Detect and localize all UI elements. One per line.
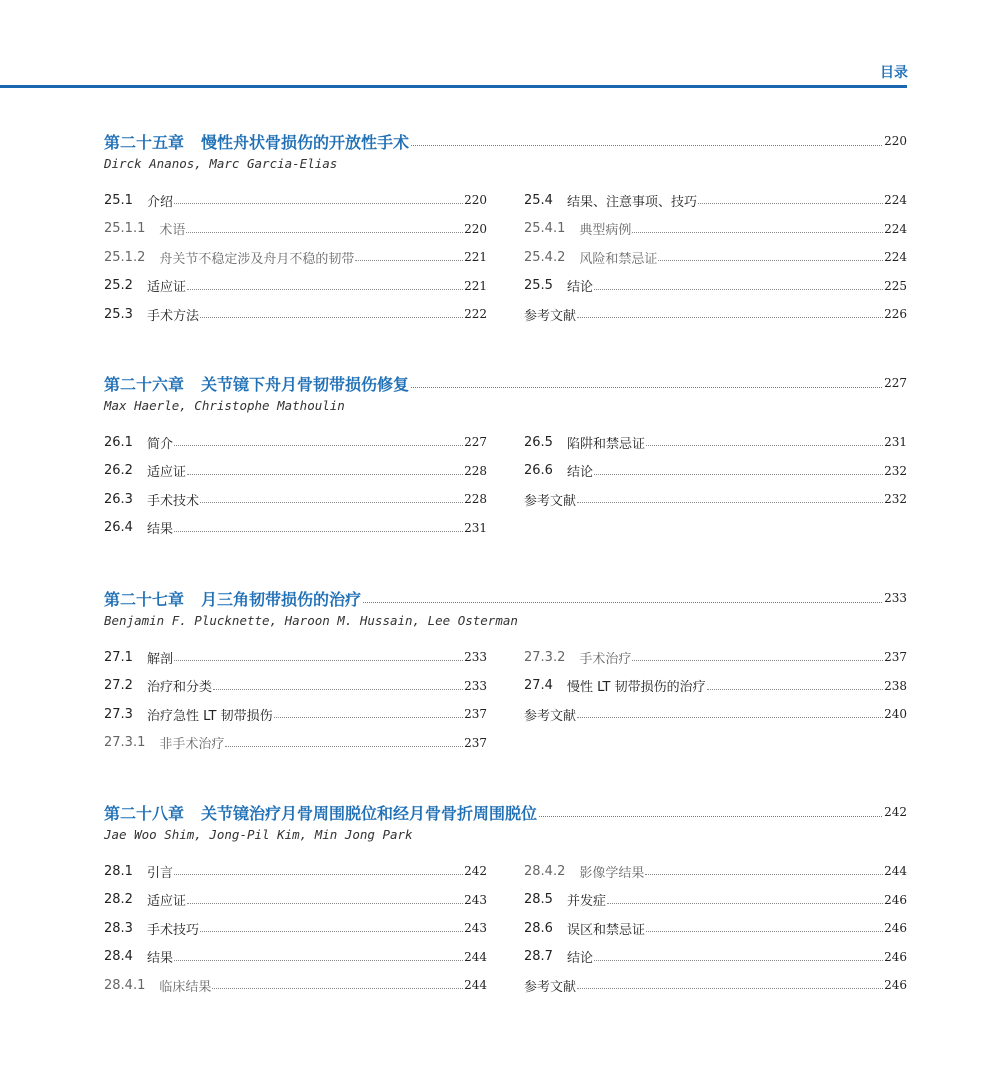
chapter-block	[104, 130, 907, 324]
toc-entry[interactable]	[104, 272, 487, 301]
section-number: 28.2	[104, 892, 133, 908]
section-page: 243	[464, 921, 487, 936]
section-page: 231	[884, 435, 907, 450]
section-number: 28.4.1	[104, 977, 146, 993]
section-title: 适应证	[146, 280, 186, 296]
section-title: 治疗和分类	[146, 680, 212, 696]
leader-dots	[174, 959, 463, 961]
section-title: 手术技术	[146, 493, 199, 509]
chapter-heading[interactable]	[104, 372, 907, 394]
toc-entry[interactable]	[524, 971, 907, 1000]
section-number: 26.5	[524, 434, 553, 450]
section-number: 25.1.2	[104, 249, 146, 265]
section-page: 244	[464, 949, 487, 964]
section-page: 246	[884, 949, 907, 964]
section-number: 26.2	[104, 463, 133, 479]
header-rule	[0, 85, 907, 88]
chapter-number: 第二十八章	[104, 803, 185, 823]
section-page: 227	[464, 435, 487, 450]
section-title: 临床结果	[159, 979, 212, 995]
toc-entry[interactable]	[104, 514, 487, 543]
section-number: 28.7	[524, 949, 553, 965]
toc-entry[interactable]	[524, 243, 907, 272]
section-number: 28.3	[104, 920, 133, 936]
leader-dots	[411, 386, 882, 388]
toc-entry[interactable]	[104, 485, 487, 514]
leader-dots	[174, 202, 463, 204]
left-column	[104, 186, 487, 329]
section-page: 246	[884, 978, 907, 993]
left-column	[104, 857, 487, 1000]
section-number: 28.4	[104, 949, 133, 965]
chapter-title-text: 关节镜治疗月骨周围脱位和经月骨骨折周围脱位	[201, 803, 538, 823]
section-number: 28.4.2	[524, 863, 566, 879]
section-page: 232	[884, 463, 907, 478]
section-page: 233	[464, 650, 487, 665]
section-title: 结论	[566, 465, 593, 481]
section-title: 结果	[146, 951, 173, 967]
section-title: 介绍	[146, 194, 173, 210]
section-title: 舟关节不稳定涉及舟月不稳的韧带	[159, 251, 355, 267]
section-page: 224	[884, 193, 907, 208]
references-title: 参考文献	[524, 708, 577, 724]
references-title: 参考文献	[524, 979, 577, 995]
toc-entry[interactable]	[104, 643, 487, 672]
chapter-title-text: 月三角韧带损伤的治疗	[201, 589, 362, 609]
section-number: 27.2	[104, 678, 133, 694]
section-title: 引言	[146, 865, 173, 881]
section-number: 25.4	[524, 192, 553, 208]
leader-dots	[698, 202, 883, 204]
leader-dots	[607, 902, 883, 904]
section-page: 220	[464, 221, 487, 236]
leader-dots	[577, 316, 883, 318]
section-title: 误区和禁忌证	[566, 922, 645, 938]
section-page: 237	[464, 707, 487, 722]
section-page: 228	[464, 463, 487, 478]
section-page: 240	[884, 707, 907, 722]
leader-dots	[186, 231, 463, 233]
chapter-heading[interactable]	[104, 130, 907, 152]
section-title: 治疗急性 LT 韧带损伤	[146, 708, 273, 724]
chapter-title	[104, 130, 409, 153]
section-page: 242	[464, 864, 487, 879]
chapter-title-text: 慢性舟状骨损伤的开放性手术	[201, 132, 410, 152]
toc-entry[interactable]	[104, 943, 487, 972]
section-page: 246	[884, 921, 907, 936]
toc-entry[interactable]	[524, 672, 907, 701]
section-number: 27.3.1	[104, 735, 146, 751]
section-title: 手术技巧	[146, 922, 199, 938]
chapter-heading[interactable]	[104, 801, 907, 823]
section-page: 222	[464, 307, 487, 322]
toc-entry[interactable]	[524, 428, 907, 457]
toc-entry[interactable]	[104, 672, 487, 701]
chapter-page: 233	[884, 591, 907, 605]
section-title: 简介	[146, 436, 173, 452]
toc-entry[interactable]	[104, 886, 487, 915]
section-page: 228	[464, 492, 487, 507]
toc-entry[interactable]	[104, 700, 487, 729]
leader-dots	[646, 444, 883, 446]
section-page: 237	[464, 735, 487, 750]
section-title: 慢性 LT 韧带损伤的治疗	[566, 680, 706, 696]
leader-dots	[594, 288, 883, 290]
leader-dots	[645, 873, 883, 875]
section-page: 221	[464, 250, 487, 265]
toc-entry[interactable]	[104, 857, 487, 886]
leader-dots	[707, 688, 883, 690]
section-title: 手术治疗	[579, 651, 632, 667]
chapter-block	[104, 801, 907, 995]
leader-dots	[213, 688, 463, 690]
section-number: 28.5	[524, 892, 553, 908]
section-page: 224	[884, 250, 907, 265]
section-title: 适应证	[146, 465, 186, 481]
section-title: 手术方法	[146, 308, 199, 324]
chapter-block	[104, 372, 907, 538]
leader-dots	[646, 930, 883, 932]
section-number: 25.4.2	[524, 249, 566, 265]
chapter-block	[104, 587, 907, 753]
section-page: 220	[464, 193, 487, 208]
leader-dots	[632, 231, 883, 233]
section-number: 25.1.1	[104, 221, 146, 237]
chapter-title-text: 关节镜下舟月骨韧带损伤修复	[201, 374, 410, 394]
toc-entry[interactable]	[524, 914, 907, 943]
references-title: 参考文献	[524, 308, 577, 324]
section-title: 非手术治疗	[159, 737, 225, 753]
section-page: 243	[464, 892, 487, 907]
section-number: 25.2	[104, 278, 133, 294]
section-page: 246	[884, 892, 907, 907]
section-title: 结果	[146, 522, 173, 538]
toc-entry[interactable]	[524, 215, 907, 244]
section-title: 典型病例	[579, 223, 632, 239]
left-column	[104, 428, 487, 542]
toc-entry[interactable]	[104, 428, 487, 457]
toc-entry[interactable]	[524, 272, 907, 301]
section-title: 陷阱和禁忌证	[566, 436, 645, 452]
right-column	[524, 428, 907, 514]
leader-dots	[594, 959, 883, 961]
section-title: 结论	[566, 951, 593, 967]
leader-dots	[355, 259, 463, 261]
left-column	[104, 643, 487, 757]
toc-entry[interactable]	[524, 700, 907, 729]
toc-entry[interactable]	[524, 643, 907, 672]
section-number: 27.4	[524, 678, 553, 694]
section-page: 232	[884, 492, 907, 507]
leader-dots	[539, 815, 882, 817]
section-number: 25.1	[104, 192, 133, 208]
section-title: 适应证	[146, 894, 186, 910]
right-column	[524, 857, 907, 1000]
leader-dots	[187, 473, 463, 475]
leader-dots	[187, 902, 463, 904]
section-page: 238	[884, 678, 907, 693]
toc-entry[interactable]	[524, 485, 907, 514]
references-title: 参考文献	[524, 493, 577, 509]
section-number: 27.3	[104, 706, 133, 722]
leader-dots	[174, 530, 463, 532]
section-number: 26.1	[104, 434, 133, 450]
section-number: 25.5	[524, 278, 553, 294]
section-number: 27.3.2	[524, 649, 566, 665]
leader-dots	[577, 716, 883, 718]
leader-dots	[225, 745, 463, 747]
leader-dots	[200, 501, 463, 503]
leader-dots	[411, 144, 882, 146]
section-title: 解剖	[146, 651, 173, 667]
section-title: 并发症	[566, 894, 606, 910]
chapter-title	[104, 801, 537, 824]
chapter-authors: Jae Woo Shim, Jong-Pil Kim, Min Jong Park	[104, 827, 413, 842]
leader-dots	[200, 316, 463, 318]
section-page: 244	[464, 978, 487, 993]
chapter-number: 第二十六章	[104, 374, 185, 394]
chapter-number: 第二十七章	[104, 589, 185, 609]
leader-dots	[187, 288, 463, 290]
toc-entry[interactable]	[524, 886, 907, 915]
section-title: 影像学结果	[579, 865, 645, 881]
leader-dots	[363, 601, 882, 603]
section-number: 28.1	[104, 863, 133, 879]
toc-entry[interactable]	[104, 971, 487, 1000]
toc-entry[interactable]	[104, 186, 487, 215]
leader-dots	[577, 987, 883, 989]
toc-entry[interactable]	[524, 186, 907, 215]
right-column	[524, 186, 907, 329]
toc-entry[interactable]	[104, 457, 487, 486]
section-page: 244	[884, 864, 907, 879]
chapter-authors: Max Haerle, Christophe Mathoulin	[104, 398, 345, 413]
section-page: 221	[464, 278, 487, 293]
chapter-page: 220	[884, 134, 907, 148]
toc-header-label: 目录	[880, 65, 908, 81]
section-number: 27.1	[104, 649, 133, 665]
chapter-page: 227	[884, 376, 907, 390]
leader-dots	[174, 444, 463, 446]
toc-entry[interactable]	[104, 215, 487, 244]
leader-dots	[632, 659, 883, 661]
chapter-authors: Dirck Ananos, Marc Garcia-Elias	[104, 156, 338, 171]
section-title: 结论	[566, 280, 593, 296]
section-number: 26.4	[104, 520, 133, 536]
leader-dots	[200, 930, 463, 932]
toc-entry[interactable]	[104, 729, 487, 758]
toc-entry[interactable]	[104, 300, 487, 329]
chapter-authors: Benjamin F. Plucknette, Haroon M. Hussain, Lee Osterman	[104, 613, 518, 628]
section-page: 237	[884, 650, 907, 665]
leader-dots	[658, 259, 883, 261]
leader-dots	[594, 473, 883, 475]
toc-entry[interactable]	[524, 857, 907, 886]
chapter-number: 第二十五章	[104, 132, 185, 152]
section-number: 26.3	[104, 491, 133, 507]
toc-entry[interactable]	[104, 243, 487, 272]
leader-dots	[274, 716, 463, 718]
toc-entry[interactable]	[524, 457, 907, 486]
section-number: 25.3	[104, 306, 133, 322]
chapter-page: 242	[884, 805, 907, 819]
section-number: 25.4.1	[524, 221, 566, 237]
chapter-heading[interactable]	[104, 587, 907, 609]
section-title: 术语	[159, 223, 186, 239]
leader-dots	[174, 873, 463, 875]
leader-dots	[174, 659, 463, 661]
chapter-title	[104, 372, 409, 395]
section-page: 225	[884, 278, 907, 293]
section-page: 233	[464, 678, 487, 693]
section-title: 结果、注意事项、技巧	[566, 194, 697, 210]
section-number: 26.6	[524, 463, 553, 479]
section-page: 231	[464, 520, 487, 535]
right-column	[524, 643, 907, 729]
chapter-title	[104, 587, 361, 610]
toc-entry[interactable]	[524, 943, 907, 972]
leader-dots	[212, 987, 463, 989]
section-title: 风险和禁忌证	[579, 251, 658, 267]
section-number: 28.6	[524, 920, 553, 936]
toc-entry[interactable]	[104, 914, 487, 943]
section-page: 224	[884, 221, 907, 236]
leader-dots	[577, 501, 883, 503]
section-page: 226	[884, 307, 907, 322]
toc-entry[interactable]	[524, 300, 907, 329]
